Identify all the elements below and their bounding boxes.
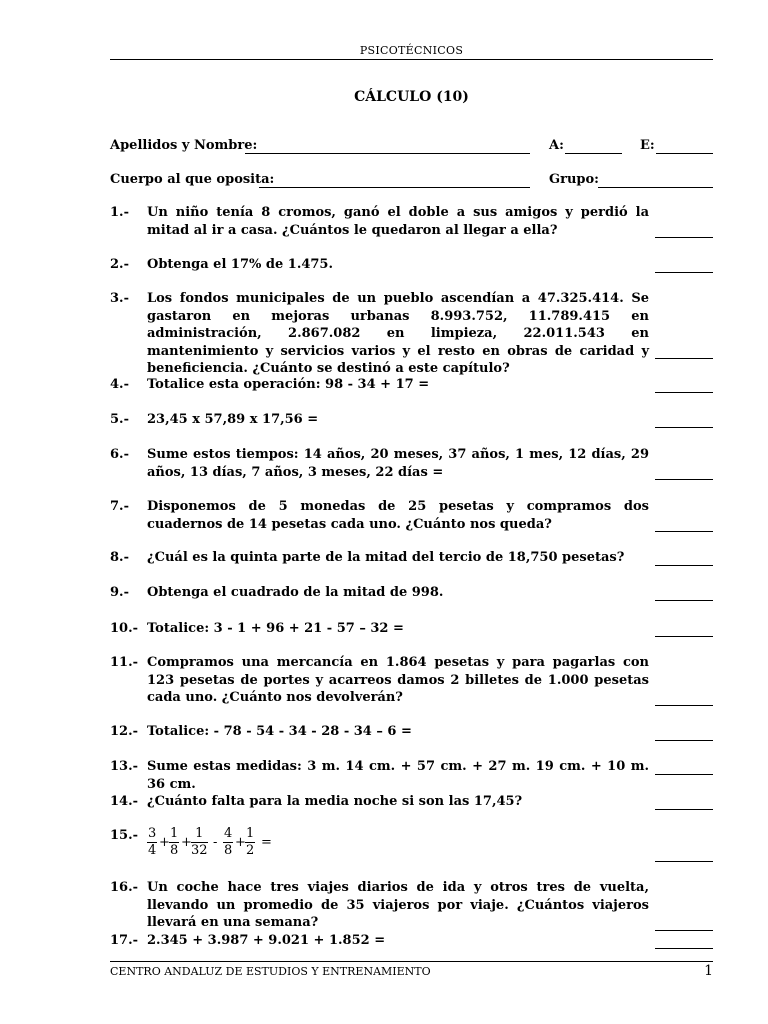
question-number: 11.- [110, 655, 139, 670]
question-number: 10.- [110, 621, 139, 636]
operator: + [159, 835, 170, 850]
name-label: Apellidos y Nombre: [110, 138, 258, 153]
question-text: 23,45 x 57,89 x 17,56 = [147, 412, 319, 427]
a-field[interactable] [565, 153, 622, 154]
question-number: 8.- [110, 550, 129, 565]
question-number: 14.- [110, 794, 139, 809]
answer-line-9[interactable] [655, 600, 713, 601]
group-label: Grupo: [549, 172, 599, 187]
name-row [110, 138, 713, 158]
group-field[interactable] [598, 187, 713, 188]
answer-line-13[interactable] [655, 774, 713, 775]
question-number: 1.- [110, 205, 129, 220]
question-number: 3.- [110, 291, 129, 306]
answer-line-1[interactable] [655, 237, 713, 238]
fraction: $\frac{1}{8}$ [170, 826, 179, 858]
question-text: Compramos una mercancía en 1.864 pesetas y para pagarlas con 123 pesetas de portes y acarreos damos 2 billetes de 1.000 pesetas cada uno. ¿Cuánto nos devolverán? [147, 655, 649, 705]
question-number: 15.- [110, 828, 139, 843]
question-number: 17.- [110, 933, 139, 948]
page-number: 1 [704, 963, 713, 979]
question-number: 16.- [110, 880, 139, 895]
answer-line-14[interactable] [655, 809, 713, 810]
body-field[interactable] [259, 187, 530, 188]
answer-line-3[interactable] [655, 358, 713, 359]
page-title: CÁLCULO (10) [354, 89, 469, 105]
answer-line-12[interactable] [655, 740, 713, 741]
fraction: $\frac{1}{32}$ [191, 826, 208, 858]
question-text: Sume estas medidas: 3 m. 14 cm. + 57 cm. + 27 m. 19 cm. + 10 m. 36 cm. [147, 759, 649, 792]
question-text: Totalice: - 78 - 54 - 34 - 28 - 34 – 6 = [147, 724, 412, 739]
question-text: Sume estos tiempos: 14 años, 20 meses, 37 años, 1 mes, 12 días, 29 años, 13 días, 7 años, 3 meses, 22 días = [147, 447, 649, 480]
answer-line-8[interactable] [655, 565, 713, 566]
question-number: 4.- [110, 377, 129, 392]
e-label: E: [640, 138, 655, 153]
operator: + [181, 835, 192, 850]
answer-line-7[interactable] [655, 531, 713, 532]
question-text: Obtenga el 17% de 1.475. [147, 257, 334, 272]
footer-text: CENTRO ANDALUZ DE ESTUDIOS Y ENTRENAMIENTO [110, 965, 431, 978]
footer-divider [110, 961, 713, 962]
answer-line-6[interactable] [655, 479, 713, 480]
question-number: 6.- [110, 447, 129, 462]
question-text: Obtenga el cuadrado de la mitad de 998. [147, 585, 444, 600]
body-label: Cuerpo al que oposita: [110, 172, 275, 187]
operator: = [261, 835, 272, 850]
name-field[interactable] [245, 153, 530, 154]
answer-line-15[interactable] [655, 861, 713, 862]
a-label: A: [549, 138, 564, 153]
question-text: Totalice: 3 - 1 + 96 + 21 - 57 – 32 = [147, 621, 404, 636]
answer-line-5[interactable] [655, 427, 713, 428]
answer-line-2[interactable] [655, 272, 713, 273]
question-text: ¿Cuánto falta para la media noche si son las 17,45? [147, 794, 523, 809]
fraction: $\frac{4}{8}$ [224, 826, 233, 858]
question-text: Un niño tenía 8 cromos, ganó el doble a sus amigos y perdió la mitad al ir a casa. ¿Cuántos le quedaron al llegar a ella? [147, 205, 649, 238]
answer-line-16[interactable] [655, 930, 713, 931]
answer-line-11[interactable] [655, 705, 713, 706]
answer-line-17[interactable] [655, 948, 713, 949]
body-row [110, 172, 713, 192]
question-text: Los fondos municipales de un pueblo ascendían a 47.325.414. Se gastaron en mejoras urbanas 8.993.752, 11.789.415 en administración, 2.867.082 en limpieza, 22.011.543 en mantenimiento y servicios varios y el resto en obras de caridad y beneficiencia. ¿Cuánto se destinó a este capítulo? [147, 291, 649, 376]
operator: + [235, 835, 246, 850]
question-text: Totalice esta operación: 98 - 34 + 17 = [147, 377, 430, 392]
page-header: PSICOTÉCNICOS [359, 44, 464, 57]
answer-line-10[interactable] [655, 636, 713, 637]
question-number: 12.- [110, 724, 139, 739]
question-text: 2.345 + 3.987 + 9.021 + 1.852 = [147, 933, 386, 948]
question-number: 5.- [110, 412, 129, 427]
header-divider [110, 59, 713, 60]
fraction: $\frac{1}{2}$ [246, 826, 255, 858]
fraction: $\frac{3}{4}$ [148, 826, 157, 858]
question-number: 13.- [110, 759, 139, 774]
question-text: Disponemos de 5 monedas de 25 pesetas y compramos dos cuadernos de 14 pesetas cada uno. ¿Cuánto nos queda? [147, 499, 649, 532]
question-text: Un coche hace tres viajes diarios de ida y otros tres de vuelta, llevando un promedio de 35 viajeros por viaje. ¿Cuántos viajeros llevará en una semana? [147, 880, 649, 930]
question-number: 2.- [110, 257, 129, 272]
answer-line-4[interactable] [655, 392, 713, 393]
question-text: ¿Cuál es la quinta parte de la mitad del tercio de 18,750 pesetas? [147, 550, 625, 565]
e-field[interactable] [656, 153, 713, 154]
operator: - [213, 835, 218, 850]
question-number: 7.- [110, 499, 129, 514]
question-number: 9.- [110, 585, 129, 600]
